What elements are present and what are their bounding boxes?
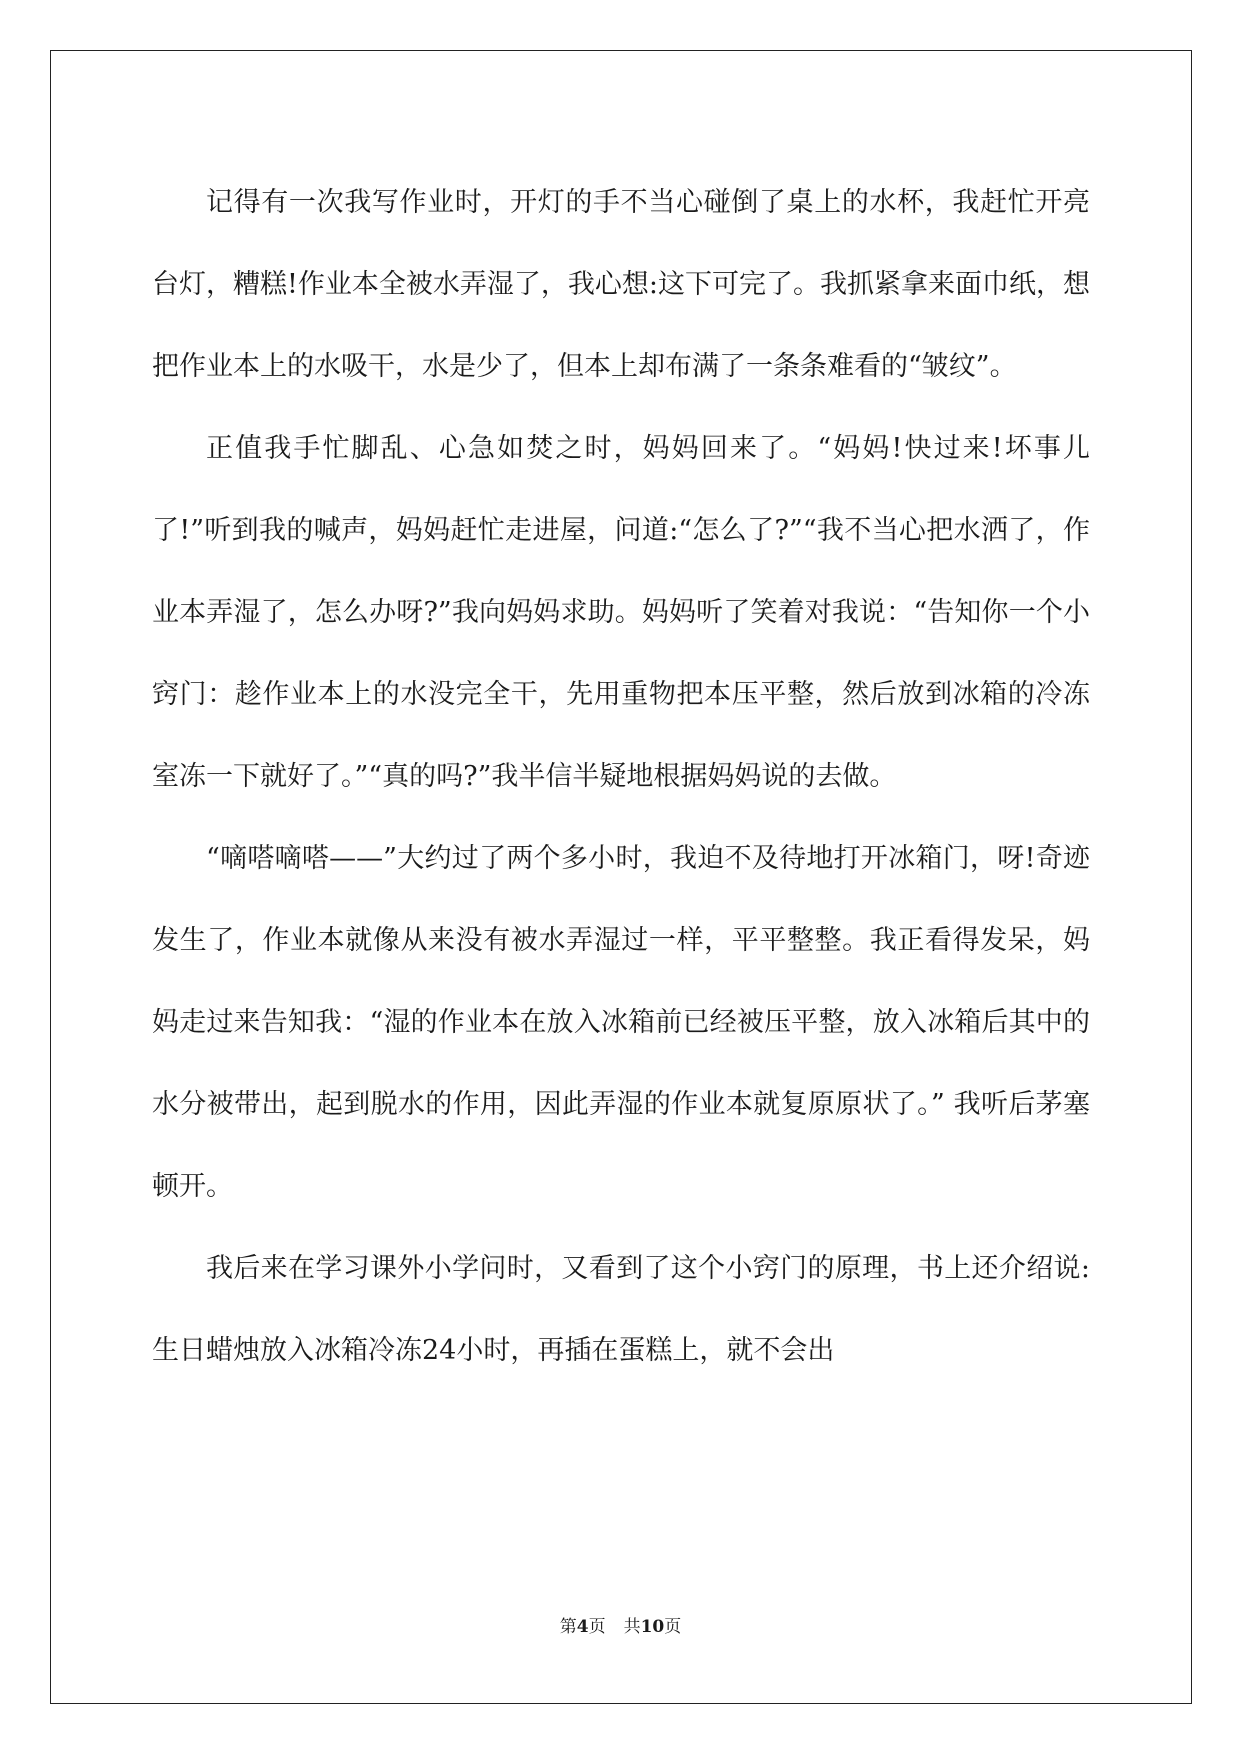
footer-total-suffix: 页 [664,1617,682,1637]
paragraph-2: 正值我手忙脚乱、心急如焚之时，妈妈回来了。“妈妈!快过来!坏事儿了!”听到我的喊声，妈妈赶忙走进屋，问道:“怎么了?”“我不当心把水洒了，作业本弄湿了，怎么办呀?”我向妈妈求助。妈妈听了笑着对我说：“告知你一个小窍门：趁作业本上的水没完全干，先用重物把本压平整，然后放到冰箱的冷冻室冻一下就好了。”“真的吗?”我半信半疑地根据妈妈说的去做。 [152,433,1090,792]
footer-page-suffix: 页 [588,1617,606,1637]
document-body [152,162,1090,1392]
footer-total-prefix: 共 [623,1617,641,1637]
total-page-count: 10 [640,1617,665,1637]
paragraph-4: 我后来在学习课外小学问时，又看到了这个小窍门的原理，书上还介绍说:生日蜡烛放入冰箱冷冻24小时，再插在蛋糕上，就不会出 [152,1253,1090,1366]
page-footer [0,1612,1241,1637]
paragraph-1: 记得有一次我写作业时，开灯的手不当心碰倒了桌上的水杯，我赶忙开亮台灯，糟糕!作业本全被水弄湿了，我心想:这下可完了。我抓紧拿来面巾纸，想把作业本上的水吸干，水是少了，但本上却布满了一条条难看的“皱纹”。 [152,187,1090,382]
current-page-number: 4 [576,1617,589,1637]
footer-prefix: 第 [559,1617,577,1637]
paragraph-3: “嘀嗒嘀嗒——”大约过了两个多小时，我迫不及待地打开冰箱门，呀!奇迹发生了，作业本就像从来没有被水弄湿过一样，平平整整。我正看得发呆，妈妈走过来告知我：“湿的作业本在放入冰箱前已经被压平整，放入冰箱后其中的水分被带出，起到脱水的作用，因此弄湿的作业本就复原原状了。” 我听后茅塞顿开。 [152,843,1090,1202]
